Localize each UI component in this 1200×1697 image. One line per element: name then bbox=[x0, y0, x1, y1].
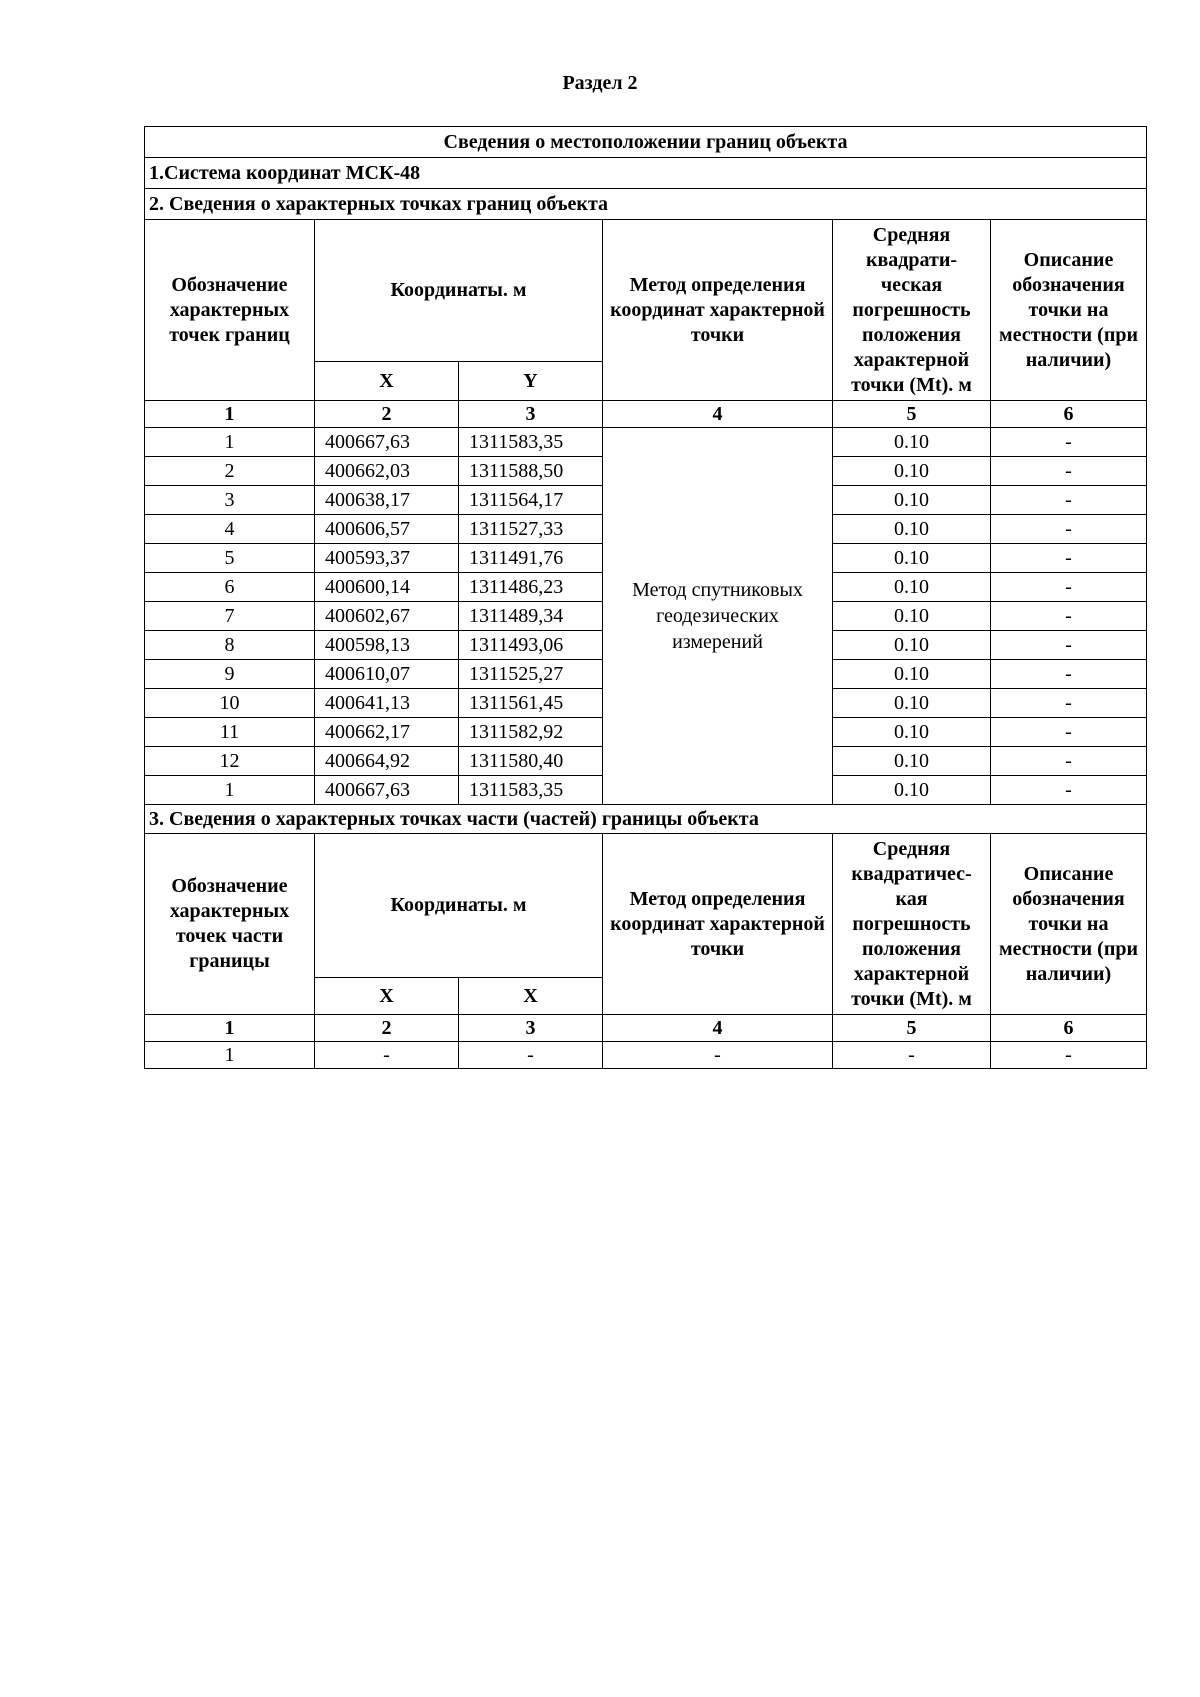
cell-x: 400610,07 bbox=[315, 660, 459, 689]
cell-point-number: 11 bbox=[145, 718, 315, 747]
cell-point-number: 5 bbox=[145, 544, 315, 573]
cell-mt: 0.10 bbox=[833, 515, 991, 544]
cell-point-number: 8 bbox=[145, 631, 315, 660]
cell-method: Метод спутниковых геодезических измерений bbox=[603, 428, 833, 805]
cell-x: 400606,57 bbox=[315, 515, 459, 544]
col-number: 4 bbox=[603, 1015, 833, 1042]
cell-mt: 0.10 bbox=[833, 689, 991, 718]
cell-x: 400667,63 bbox=[315, 776, 459, 805]
section-title: Раздел 2 bbox=[562, 72, 638, 94]
cell-mt: 0.10 bbox=[833, 718, 991, 747]
cell-y: 1311561,45 bbox=[459, 689, 603, 718]
part3-header-coords: Координаты. м bbox=[315, 834, 603, 978]
cell-point-number: 4 bbox=[145, 515, 315, 544]
cell-desc: - bbox=[991, 718, 1147, 747]
cell-x: 400598,13 bbox=[315, 631, 459, 660]
cell-mt: 0.10 bbox=[833, 747, 991, 776]
cell-point-number: 3 bbox=[145, 486, 315, 515]
part3-table-row bbox=[145, 1042, 1147, 1069]
cell-x: 400667,63 bbox=[315, 428, 459, 457]
part2-col-numbers bbox=[145, 401, 1147, 428]
cell-desc: - bbox=[991, 544, 1147, 573]
cell-y: 1311491,76 bbox=[459, 544, 603, 573]
cell-desc: - bbox=[991, 776, 1147, 805]
boundaries-table bbox=[144, 126, 1147, 1069]
part3-header-method: Метод определения координат характерной точки bbox=[603, 834, 833, 1015]
col-number: 6 bbox=[991, 1015, 1147, 1042]
cell-y: 1311493,06 bbox=[459, 631, 603, 660]
part2-header-coords: Координаты. м bbox=[315, 220, 603, 362]
cell-point-number: 9 bbox=[145, 660, 315, 689]
cell-desc: - bbox=[991, 689, 1147, 718]
cell-x: 400641,13 bbox=[315, 689, 459, 718]
cell-x: 400662,17 bbox=[315, 718, 459, 747]
col-number: 1 bbox=[145, 1015, 315, 1042]
cell-point-number: 1 bbox=[145, 776, 315, 805]
cell-mt: 0.10 bbox=[833, 457, 991, 486]
cell-x: 400600,14 bbox=[315, 573, 459, 602]
col-number: 6 bbox=[991, 401, 1147, 428]
cell-desc: - bbox=[991, 486, 1147, 515]
part3-header-x: X bbox=[315, 978, 459, 1015]
cell-desc: - bbox=[991, 631, 1147, 660]
part2-header-method: Метод определения координат характерной точки bbox=[603, 220, 833, 401]
cell-mt: 0.10 bbox=[833, 776, 991, 805]
cell-x: 400602,67 bbox=[315, 602, 459, 631]
table-row bbox=[145, 428, 1147, 457]
cell-x: 400638,17 bbox=[315, 486, 459, 515]
cell-y: 1311527,33 bbox=[459, 515, 603, 544]
cell-x: 400662,03 bbox=[315, 457, 459, 486]
part3-header-desc: Описание обозначения точки на местности (при наличии) bbox=[991, 834, 1147, 1015]
cell-y: 1311580,40 bbox=[459, 747, 603, 776]
cell-mt: 0.10 bbox=[833, 544, 991, 573]
part3-title: 3. Сведения о характерных точках части (частей) границы объекта bbox=[145, 805, 1147, 834]
col-number: 5 bbox=[833, 1015, 991, 1042]
col-number: 5 bbox=[833, 401, 991, 428]
cell-point-number: 2 bbox=[145, 457, 315, 486]
part3-cell-x: - bbox=[315, 1042, 459, 1069]
cell-point-number: 12 bbox=[145, 747, 315, 776]
cell-y: 1311489,34 bbox=[459, 602, 603, 631]
cell-y: 1311486,23 bbox=[459, 573, 603, 602]
cell-y: 1311588,50 bbox=[459, 457, 603, 486]
cell-y: 1311564,17 bbox=[459, 486, 603, 515]
cell-point-number: 6 bbox=[145, 573, 315, 602]
col-number: 4 bbox=[603, 401, 833, 428]
cell-y: 1311583,35 bbox=[459, 776, 603, 805]
part2-header-point: Обозначение характерных точек границ bbox=[145, 220, 315, 401]
cell-desc: - bbox=[991, 747, 1147, 776]
cell-x: 400593,37 bbox=[315, 544, 459, 573]
part3-cell-d: - bbox=[991, 1042, 1147, 1069]
part3-col-numbers bbox=[145, 1015, 1147, 1042]
coord-system: 1.Система координат МСК-48 bbox=[145, 158, 1147, 189]
cell-point-number: 1 bbox=[145, 428, 315, 457]
cell-mt: 0.10 bbox=[833, 660, 991, 689]
part3-header-point: Обозначение характерных точек части границы bbox=[145, 834, 315, 1015]
cell-desc: - bbox=[991, 660, 1147, 689]
cell-desc: - bbox=[991, 573, 1147, 602]
cell-point-number: 7 bbox=[145, 602, 315, 631]
cell-desc: - bbox=[991, 515, 1147, 544]
cell-x: 400664,92 bbox=[315, 747, 459, 776]
cell-mt: 0.10 bbox=[833, 486, 991, 515]
col-number: 3 bbox=[459, 401, 603, 428]
cell-mt: 0.10 bbox=[833, 631, 991, 660]
part2-header-error: Средняя квадрати-ческая погрешность положения характерной точки (Mt). м bbox=[833, 220, 991, 401]
cell-y: 1311582,92 bbox=[459, 718, 603, 747]
col-number: 2 bbox=[315, 401, 459, 428]
cell-mt: 0.10 bbox=[833, 602, 991, 631]
cell-desc: - bbox=[991, 457, 1147, 486]
part2-header-desc: Описание обозначения точки на местности (при наличии) bbox=[991, 220, 1147, 401]
part2-header-y: Y bbox=[459, 362, 603, 401]
cell-mt: 0.10 bbox=[833, 428, 991, 457]
part3-cell-mt: - bbox=[833, 1042, 991, 1069]
part2-title: 2. Сведения о характерных точках границ объекта bbox=[145, 189, 1147, 220]
part3-cell-y: - bbox=[459, 1042, 603, 1069]
part3-header-error: Средняя квадратичес-кая погрешность положения характерной точки (Mt). м bbox=[833, 834, 991, 1015]
cell-point-number: 10 bbox=[145, 689, 315, 718]
col-number: 2 bbox=[315, 1015, 459, 1042]
part2-header-x: X bbox=[315, 362, 459, 401]
cell-desc: - bbox=[991, 428, 1147, 457]
col-number: 3 bbox=[459, 1015, 603, 1042]
part3-cell-method: - bbox=[603, 1042, 833, 1069]
col-number: 1 bbox=[145, 401, 315, 428]
cell-y: 1311525,27 bbox=[459, 660, 603, 689]
cell-mt: 0.10 bbox=[833, 573, 991, 602]
part3-header-x2: X bbox=[459, 978, 603, 1015]
cell-desc: - bbox=[991, 602, 1147, 631]
table-title: Сведения о местоположении границ объекта bbox=[145, 127, 1147, 158]
part3-cell-n: 1 bbox=[145, 1042, 315, 1069]
cell-y: 1311583,35 bbox=[459, 428, 603, 457]
